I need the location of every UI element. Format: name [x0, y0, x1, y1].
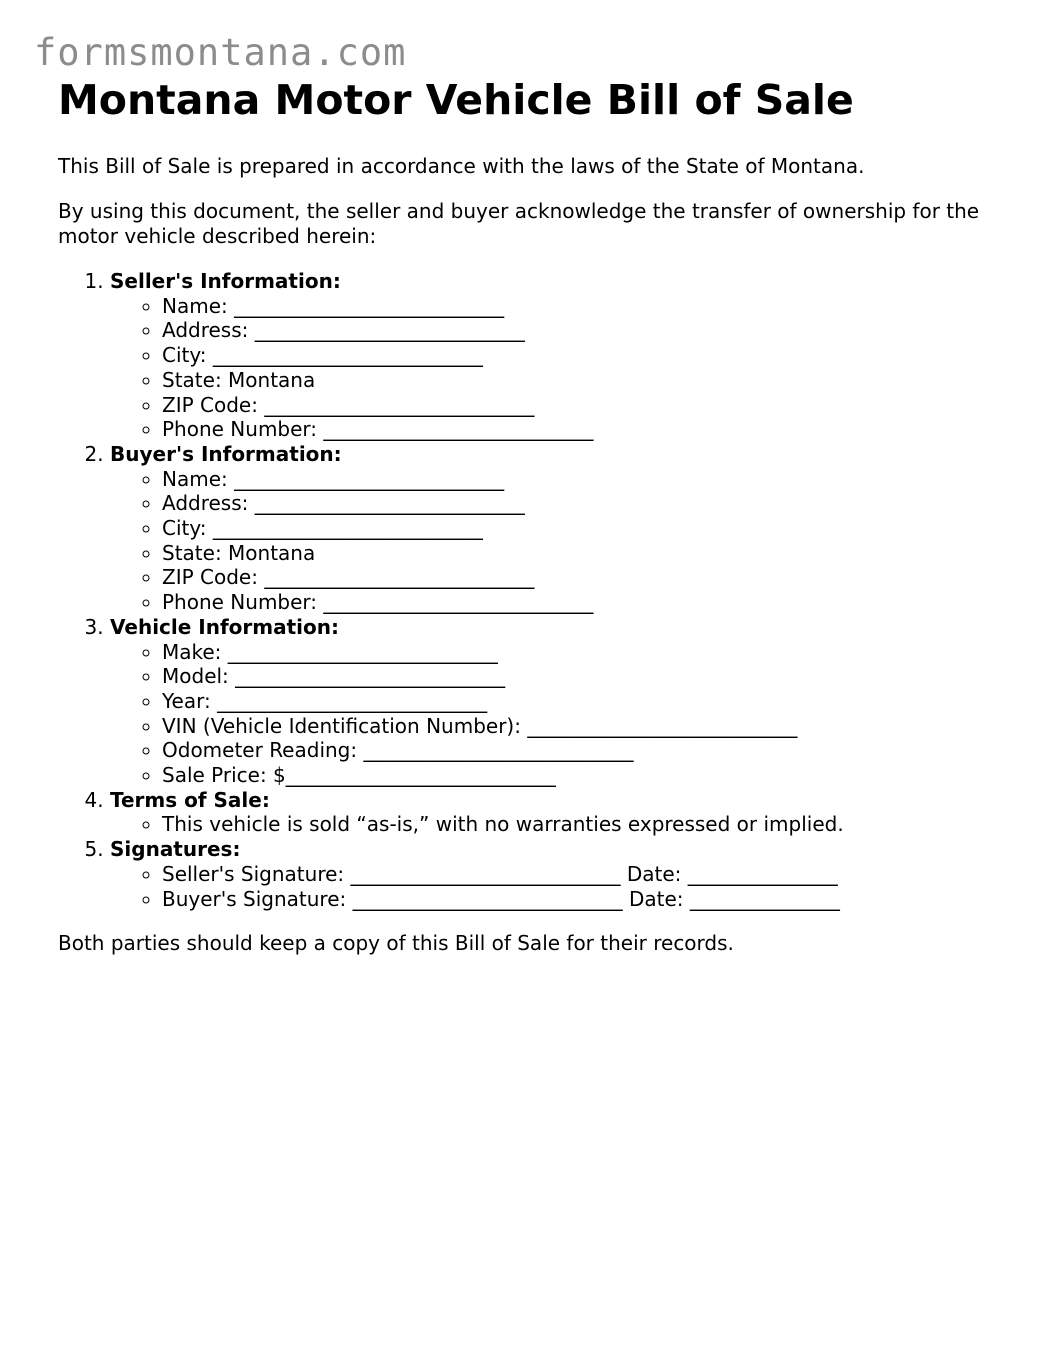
seller-zip-field: ◦ ZIP Code: ___________________________ [162, 393, 998, 418]
closing-paragraph: Both parties should keep a copy of this Bill of Sale for their records. [58, 931, 734, 956]
buyer-name-field: ◦ Name: ___________________________ [162, 467, 998, 492]
section-buyers-information [110, 442, 998, 615]
seller-signature-line: ◦ Seller's Signature: ___________________________ Date: _______________ [162, 862, 998, 887]
section-title: Vehicle Information: [110, 614, 339, 639]
field-list [110, 862, 998, 911]
field-list [110, 812, 998, 837]
vehicle-sale-price-field: ◦ Sale Price: $___________________________ [162, 763, 998, 788]
field-list [110, 640, 998, 788]
vehicle-odometer-field: ◦ Odometer Reading: ___________________________ [162, 738, 998, 763]
section-title: Seller's Information: [110, 269, 341, 293]
field-list [110, 294, 998, 442]
section-terms-of-sale [110, 788, 998, 837]
terms-as-is-statement: ◦ This vehicle is sold “as-is,” with no warranties expressed or implied. [162, 812, 998, 837]
vehicle-vin-field: ◦ VIN (Vehicle Identification Number): ___________________________ [162, 714, 998, 739]
buyer-state-field: ◦ State: Montana [162, 541, 998, 566]
vehicle-model-field: ◦ Model: ___________________________ [162, 664, 998, 689]
buyer-signature-line: ◦ Buyer's Signature: ___________________________ Date: _______________ [162, 887, 998, 912]
section-vehicle-information [110, 615, 998, 788]
intro-paragraph-2: By using this document, the seller and buyer acknowledge the transfer of ownership for the motor vehicle described herein: [58, 199, 980, 248]
seller-phone-field: ◦ Phone Number: ___________________________ [162, 417, 998, 442]
field-list [110, 467, 998, 615]
document-body [58, 74, 998, 956]
section-title: Buyer's Information: [110, 441, 342, 466]
buyer-city-field: ◦ City: ___________________________ [162, 516, 998, 541]
seller-city-field: ◦ City: ___________________________ [162, 343, 998, 368]
page-title: Montana Motor Vehicle Bill of Sale [58, 76, 854, 124]
buyer-zip-field: ◦ ZIP Code: ___________________________ [162, 565, 998, 590]
watermark-text: formsmontana.com [34, 31, 407, 74]
vehicle-make-field: ◦ Make: ___________________________ [162, 640, 998, 665]
intro-paragraph-1: This Bill of Sale is prepared in accordance with the laws of the State of Montana. [58, 154, 865, 178]
sections-list [58, 269, 998, 911]
buyer-address-field: ◦ Address: ___________________________ [162, 491, 998, 516]
section-title: Terms of Sale: [110, 787, 270, 812]
vehicle-year-field: ◦ Year: ___________________________ [162, 689, 998, 714]
seller-state-field: ◦ State: Montana [162, 368, 998, 393]
section-title: Signatures: [110, 837, 241, 862]
seller-address-field: ◦ Address: ___________________________ [162, 318, 998, 343]
buyer-phone-field: ◦ Phone Number: ___________________________ [162, 590, 998, 615]
seller-name-field: ◦ Name: ___________________________ [162, 294, 998, 319]
section-signatures [110, 837, 998, 911]
section-sellers-information [110, 269, 998, 442]
